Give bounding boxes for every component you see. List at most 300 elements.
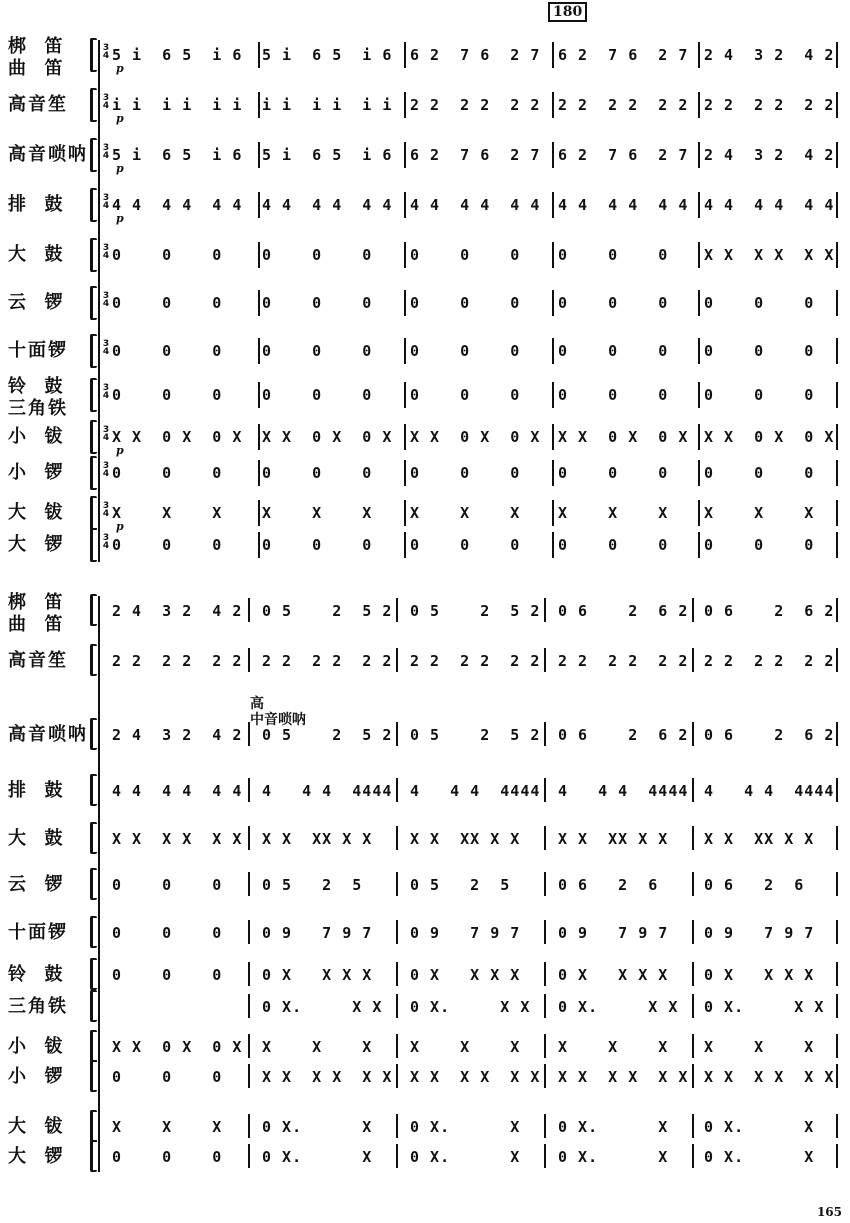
measure-notes: 5 i 6 5 i 6 (262, 146, 393, 164)
barline (836, 598, 838, 622)
barline (698, 532, 700, 558)
time-signature-numerator: 3 (102, 501, 110, 511)
barline (544, 962, 546, 986)
measure-notes: 0 0 0 (558, 342, 669, 360)
measure-notes: 0 0 0 (410, 246, 521, 264)
instrument-label: 铃 鼓 三角铁 (8, 376, 68, 419)
barline (404, 92, 406, 118)
measure-notes: 0 0 0 (704, 464, 815, 482)
measure-notes: 6 2 7 6 2 7 (558, 46, 689, 64)
measure-notes: 0 0 0 (262, 464, 373, 482)
measure-notes: X X 0 X 0 X (112, 428, 243, 446)
measure-notes: 6 2 7 6 2 7 (558, 146, 689, 164)
barline (396, 872, 398, 896)
measure-notes: X X X (558, 504, 669, 522)
measure-notes: 0 X. X (704, 1118, 815, 1136)
measure-notes: 0 0 0 (410, 386, 521, 404)
barline (248, 872, 250, 896)
measure-notes: 5 i 6 5 i 6 (262, 46, 393, 64)
barline (692, 994, 694, 1018)
time-signature-numerator: 3 (102, 93, 110, 103)
measure-notes: 4 4 4 4444 (410, 782, 541, 800)
staff-bracket (90, 238, 97, 272)
measure-notes: 6 2 7 6 2 7 (410, 46, 541, 64)
barline (258, 42, 260, 68)
barline (836, 1034, 838, 1058)
instrument-label: 梆 笛 曲 笛 (8, 592, 65, 635)
measure-notes: X X 0 X 0 X (112, 1038, 243, 1056)
barline (552, 142, 554, 168)
measure-notes: 0 0 0 (112, 386, 223, 404)
measure-notes: 0 0 0 (112, 876, 223, 894)
measure-notes: 5 i 6 5 i 6 (112, 146, 243, 164)
staff-bracket (90, 718, 97, 750)
measure-notes: 2 2 2 2 2 2 (558, 652, 689, 670)
barline (248, 920, 250, 944)
instrument-label: 云 锣 (8, 874, 65, 895)
measure-notes: X X X (262, 504, 373, 522)
barline (836, 338, 838, 364)
barline (698, 192, 700, 218)
barline (836, 92, 838, 118)
measure-notes: 0 0 0 (410, 294, 521, 312)
time-signature-numerator: 3 (102, 143, 110, 153)
system-barline (98, 40, 100, 562)
score-system-1 (0, 18, 850, 562)
staff-bracket (90, 868, 97, 900)
measure-notes: 0 0 0 (410, 464, 521, 482)
time-signature (101, 384, 111, 400)
dynamic-marking: p (116, 212, 124, 225)
measure-notes: 2 4 3 2 4 2 (704, 46, 835, 64)
barline (544, 648, 546, 672)
rehearsal-mark: 180 (548, 2, 587, 22)
time-signature-denominator: 4 (102, 433, 110, 443)
barline (544, 1064, 546, 1088)
barline (544, 826, 546, 850)
measure-notes: X X X (112, 504, 223, 522)
barline (836, 722, 838, 746)
barline (404, 142, 406, 168)
measure-notes: 0 0 0 (558, 536, 669, 554)
barline (836, 778, 838, 802)
time-signature (101, 44, 111, 60)
staff-bracket (90, 286, 97, 320)
measure-notes: 0 X. X (262, 1148, 373, 1166)
measure-notes: 4 4 4 4 4 4 (704, 196, 835, 214)
instrument-label: 铃 鼓 (8, 964, 65, 985)
staff-bracket (90, 958, 97, 990)
barline (544, 1114, 546, 1138)
barline (258, 532, 260, 558)
time-signature-denominator: 4 (102, 201, 110, 211)
measure-notes: 0 5 2 5 2 (410, 726, 541, 744)
time-signature-numerator: 3 (102, 291, 110, 301)
measure-notes: 0 9 7 9 7 (704, 924, 815, 942)
barline (692, 872, 694, 896)
measure-notes: 2 2 2 2 2 2 (262, 652, 393, 670)
barline (248, 1144, 250, 1168)
measure-notes: 2 2 2 2 2 2 (112, 652, 243, 670)
barline (248, 994, 250, 1018)
barline (258, 382, 260, 408)
barline (248, 648, 250, 672)
staff-bracket (90, 334, 97, 368)
barline (698, 242, 700, 268)
barline (396, 920, 398, 944)
time-signature-denominator: 4 (102, 391, 110, 401)
barline (396, 598, 398, 622)
barline (552, 500, 554, 526)
barline (258, 192, 260, 218)
measure-notes: 0 5 2 5 2 (410, 602, 541, 620)
barline (836, 532, 838, 558)
dynamic-marking: p (116, 162, 124, 175)
measure-notes: 0 X. X X (558, 998, 679, 1016)
barline (258, 460, 260, 486)
barline (396, 778, 398, 802)
barline (248, 1034, 250, 1058)
time-signature (101, 502, 111, 518)
measure-notes: X X 0 X 0 X (410, 428, 541, 446)
measure-notes: 0 0 0 (262, 386, 373, 404)
barline (396, 648, 398, 672)
instrument-label: 排 鼓 (8, 194, 65, 215)
barline (698, 92, 700, 118)
measure-notes: X X X (704, 1038, 815, 1056)
barline (698, 460, 700, 486)
time-signature-denominator: 4 (102, 509, 110, 519)
instrument-label: 云 锣 (8, 292, 65, 313)
dynamic-marking: p (116, 520, 124, 533)
measure-notes: i i i i i i (262, 96, 393, 114)
barline (544, 872, 546, 896)
measure-notes: 0 0 0 (410, 536, 521, 554)
measure-notes: X X 0 X 0 X (558, 428, 689, 446)
measure-notes: 0 0 0 (112, 966, 223, 984)
measure-notes: X X X (704, 504, 815, 522)
measure-notes: 0 0 0 (112, 464, 223, 482)
staff-bracket (90, 496, 97, 530)
barline (692, 1114, 694, 1138)
staff-bracket (90, 38, 97, 72)
staff-bracket (90, 774, 97, 806)
staff-bracket (90, 644, 97, 676)
time-signature-numerator: 3 (102, 533, 110, 543)
measure-notes: X X XX X X (410, 830, 521, 848)
barline (698, 338, 700, 364)
time-signature-denominator: 4 (102, 101, 110, 111)
measure-notes: 2 4 3 2 4 2 (112, 602, 243, 620)
barline (698, 142, 700, 168)
barline (396, 722, 398, 746)
instrument-label: 大 钹 (8, 1116, 65, 1137)
barline (404, 500, 406, 526)
barline (836, 1114, 838, 1138)
measure-notes: 4 4 4 4 4 4 (410, 196, 541, 214)
barline (396, 1064, 398, 1088)
measure-notes: 2 4 3 2 4 2 (112, 726, 243, 744)
measure-notes: X X X X X X (704, 246, 835, 264)
measure-notes: 0 0 0 (112, 924, 223, 942)
measure-notes: 2 2 2 2 2 2 (410, 652, 541, 670)
system-barline (98, 596, 100, 1172)
measure-notes: 0 5 2 5 2 (262, 726, 393, 744)
barline (404, 242, 406, 268)
barline (552, 460, 554, 486)
barline (698, 424, 700, 450)
staff-bracket (90, 916, 97, 948)
instrument-label: 高音笙 (8, 650, 68, 671)
score-system-2 (0, 590, 850, 1172)
time-signature-denominator: 4 (102, 347, 110, 357)
barline (404, 290, 406, 316)
measure-notes: 0 0 0 (410, 342, 521, 360)
barline (396, 994, 398, 1018)
barline (544, 920, 546, 944)
measure-notes: 0 X. X (558, 1118, 669, 1136)
instrument-label: 大 钹 (8, 502, 65, 523)
time-signature-numerator: 3 (102, 383, 110, 393)
barline (836, 962, 838, 986)
barline (836, 142, 838, 168)
barline (396, 1034, 398, 1058)
measure-notes: 4 4 4 4 4 4 (262, 196, 393, 214)
measure-notes: 4 4 4 4444 (558, 782, 689, 800)
measure-notes: 0 9 7 9 7 (410, 924, 521, 942)
barline (836, 994, 838, 1018)
time-signature-denominator: 4 (102, 469, 110, 479)
measure-notes: i i i i i i (112, 96, 243, 114)
barline (836, 382, 838, 408)
barline (258, 92, 260, 118)
barline (552, 290, 554, 316)
time-signature (101, 244, 111, 260)
barline (404, 192, 406, 218)
instrument-label: 三角铁 (8, 996, 68, 1017)
measure-notes: X X X (558, 1038, 669, 1056)
barline (404, 42, 406, 68)
barline (836, 42, 838, 68)
time-signature-denominator: 4 (102, 151, 110, 161)
barline (544, 1144, 546, 1168)
measure-notes: 0 0 0 (112, 536, 223, 554)
barline (248, 778, 250, 802)
measure-notes: 0 X X X X (704, 966, 815, 984)
staff-bracket (90, 378, 97, 412)
time-signature (101, 340, 111, 356)
dynamic-marking: p (116, 444, 124, 457)
measure-notes: X X X (262, 1038, 373, 1056)
instrument-label: 十面锣 (8, 922, 68, 943)
time-signature-numerator: 3 (102, 243, 110, 253)
time-signature (101, 194, 111, 210)
barline (404, 338, 406, 364)
barline (836, 500, 838, 526)
measure-notes: 0 5 2 5 (410, 876, 511, 894)
time-signature (101, 144, 111, 160)
barline (836, 872, 838, 896)
measure-notes: 2 2 2 2 2 2 (410, 96, 541, 114)
measure-notes: 0 X. X (410, 1148, 521, 1166)
measure-notes: 0 X. X (410, 1118, 521, 1136)
measure-notes: 5 i 6 5 i 6 (112, 46, 243, 64)
measure-notes: 0 5 2 5 2 (262, 602, 393, 620)
instrument-label: 十面锣 (8, 340, 68, 361)
barline (552, 532, 554, 558)
staff-bracket (90, 1060, 97, 1092)
staff-bracket (90, 1110, 97, 1142)
barline (836, 460, 838, 486)
measure-notes: 0 6 2 6 (558, 876, 659, 894)
barline (692, 962, 694, 986)
measure-notes: 0 6 2 6 2 (704, 726, 835, 744)
staff-bracket (90, 1140, 97, 1172)
barline (836, 648, 838, 672)
measure-notes: 0 5 2 5 (262, 876, 363, 894)
barline (836, 826, 838, 850)
barline (692, 778, 694, 802)
instrument-label: 高音笙 (8, 94, 68, 115)
measure-notes: 4 4 4 4 4 4 (558, 196, 689, 214)
barline (692, 1064, 694, 1088)
barline (552, 242, 554, 268)
instrument-label: 高音唢呐 (8, 144, 88, 165)
time-signature-numerator: 3 (102, 425, 110, 435)
measure-notes: 4 4 4 4444 (262, 782, 393, 800)
barline (552, 42, 554, 68)
measure-notes: 0 X. X X (410, 998, 531, 1016)
measure-notes: 0 X X X X (558, 966, 669, 984)
measure-notes: 2 2 2 2 2 2 (704, 96, 835, 114)
barline (692, 826, 694, 850)
measure-notes: 4 4 4 4 4 4 (112, 196, 243, 214)
barline (698, 42, 700, 68)
staff-bracket (90, 88, 97, 122)
barline (692, 1144, 694, 1168)
measure-notes: 0 0 0 (558, 386, 669, 404)
time-signature-numerator: 3 (102, 339, 110, 349)
staff-bracket (90, 528, 97, 562)
dynamic-marking: p (116, 62, 124, 75)
measure-notes: X X XX X X (704, 830, 815, 848)
time-signature (101, 462, 111, 478)
measure-notes: 0 X. X X (262, 998, 383, 1016)
barline (404, 532, 406, 558)
time-signature-numerator: 3 (102, 461, 110, 471)
measure-notes: X X X (112, 1118, 223, 1136)
barline (836, 242, 838, 268)
barline (836, 192, 838, 218)
barline (258, 142, 260, 168)
measure-notes: 2 2 2 2 2 2 (558, 96, 689, 114)
measure-notes: 0 0 0 (262, 342, 373, 360)
barline (552, 424, 554, 450)
barline (692, 1034, 694, 1058)
instrument-label: 高音唢呐 (8, 724, 88, 745)
barline (396, 1144, 398, 1168)
measure-notes: X X X X X X (262, 1068, 393, 1086)
staff-bracket (90, 188, 97, 222)
measure-notes: 0 0 0 (262, 536, 373, 554)
measure-notes: 0 0 0 (558, 294, 669, 312)
time-signature (101, 292, 111, 308)
measure-notes: 0 0 0 (262, 246, 373, 264)
barline (552, 192, 554, 218)
barline (396, 1114, 398, 1138)
instrument-label: 大 鼓 (8, 244, 65, 265)
barline (248, 826, 250, 850)
barline (836, 1064, 838, 1088)
measure-notes: X X X X X X (558, 1068, 689, 1086)
staff-bracket (90, 594, 97, 626)
instrument-label: 排 鼓 (8, 780, 65, 801)
measure-notes: 0 0 0 (262, 294, 373, 312)
measure-notes: 0 0 0 (704, 294, 815, 312)
measure-notes: 2 2 2 2 2 2 (704, 652, 835, 670)
instrument-label: 小 锣 (8, 1066, 65, 1087)
barline (552, 338, 554, 364)
barline (544, 778, 546, 802)
page-number: 165 (816, 1205, 842, 1219)
barline (404, 382, 406, 408)
time-signature (101, 534, 111, 550)
time-signature-denominator: 4 (102, 51, 110, 61)
measure-notes: X X XX X X (558, 830, 669, 848)
barline (692, 920, 694, 944)
barline (698, 382, 700, 408)
barline (258, 290, 260, 316)
measure-notes: 0 6 2 6 2 (558, 602, 689, 620)
time-signature (101, 94, 111, 110)
instrument-label: 大 锣 (8, 534, 65, 555)
staff-bracket (90, 456, 97, 490)
measure-notes: X X X (410, 1038, 521, 1056)
measure-notes: 0 X X X X (410, 966, 521, 984)
barline (836, 290, 838, 316)
instrument-label: 小 锣 (8, 462, 65, 483)
barline (552, 382, 554, 408)
barline (692, 598, 694, 622)
measure-notes: X X X X X X (410, 1068, 541, 1086)
measure-notes: 0 X. X (558, 1148, 669, 1166)
barline (258, 500, 260, 526)
measure-notes: 0 X X X X (262, 966, 373, 984)
measure-notes: 6 2 7 6 2 7 (410, 146, 541, 164)
measure-notes: X X X (410, 504, 521, 522)
barline (692, 648, 694, 672)
barline (258, 424, 260, 450)
barline (692, 722, 694, 746)
staff-bracket (90, 822, 97, 854)
time-signature-numerator: 3 (102, 193, 110, 203)
barline (544, 1034, 546, 1058)
staff-bracket (90, 420, 97, 454)
time-signature-denominator: 4 (102, 541, 110, 551)
measure-notes: X X 0 X 0 X (262, 428, 393, 446)
instrument-label: 大 锣 (8, 1146, 65, 1167)
measure-notes: 0 0 0 (112, 246, 223, 264)
measure-notes: 4 4 4 4 4 4 (112, 782, 243, 800)
measure-notes: 0 0 0 (558, 246, 669, 264)
time-signature-numerator: 3 (102, 43, 110, 53)
measure-notes: 0 0 0 (112, 294, 223, 312)
measure-notes: 0 0 0 (112, 342, 223, 360)
barline (836, 920, 838, 944)
measure-notes: X X XX X X (262, 830, 373, 848)
barline (698, 500, 700, 526)
measure-notes: 0 X. X (262, 1118, 373, 1136)
